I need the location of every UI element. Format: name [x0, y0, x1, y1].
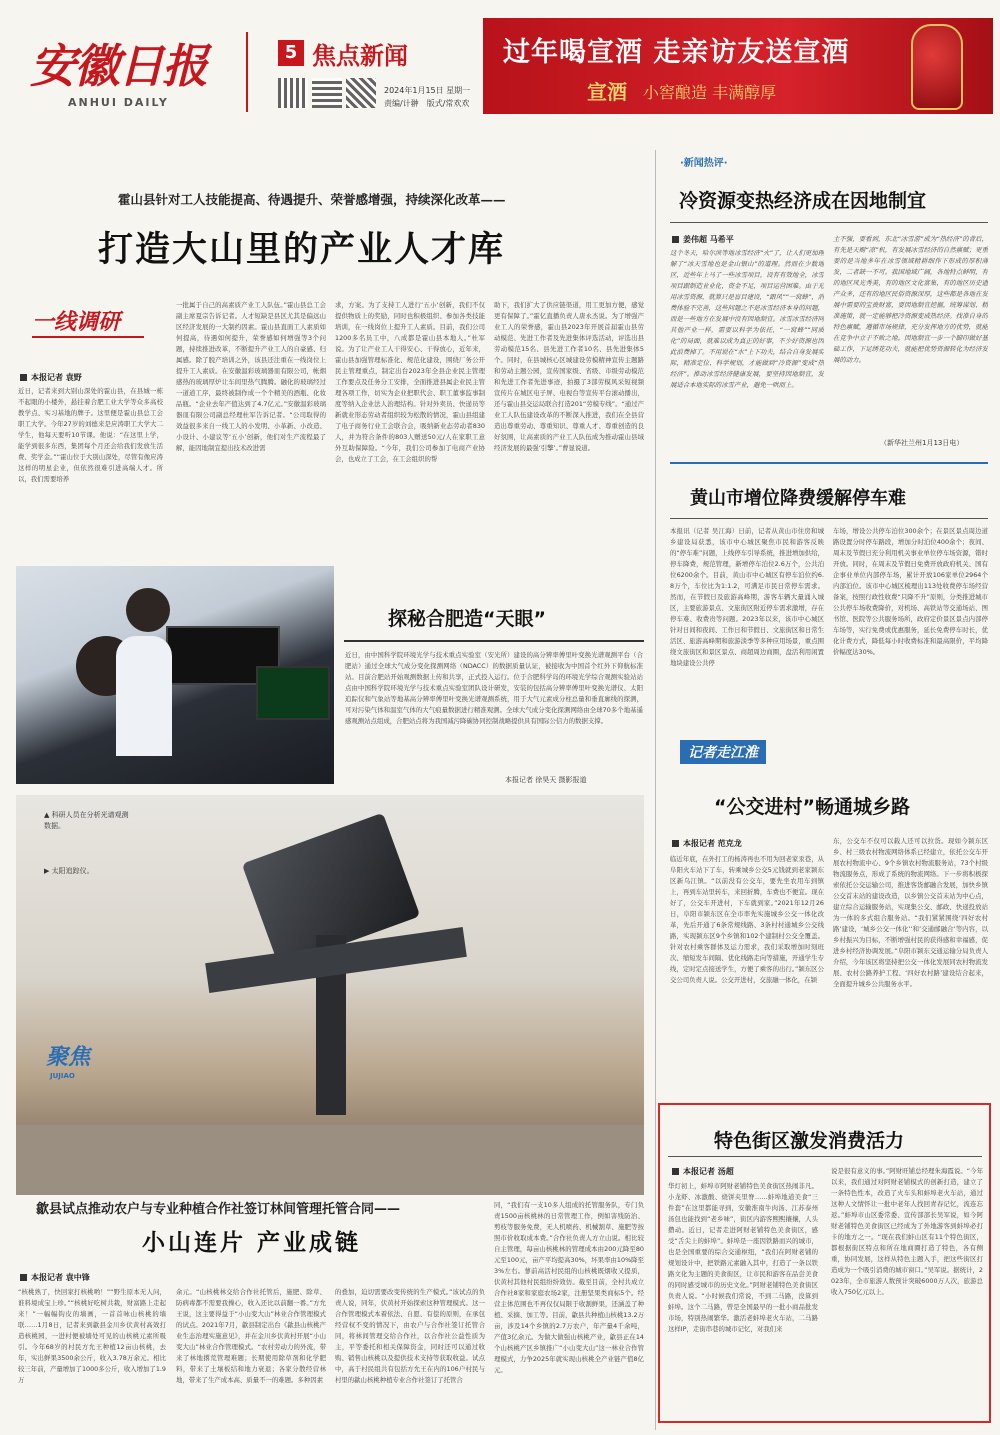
newspaper-logo-en: ANHUI DAILY — [68, 96, 169, 109]
newspaper-logo: 安徽日报 — [30, 39, 206, 93]
street-column-1: 华灯初上，蚌埠市阿财老铺特色美食街区热闹非凡。小龙虾、冰激酸、烧饼夹里脊……蚌埠地道美食“三件套”在这里都能寻到，安徽淮南牛肉汤、江苏泰州汤包也能找到“老乡味”，街区内游客熙熙攘攘，人头攒动。近日，记者走进阿财老铺特色美食街区，感受“舌尖上的蚌埠”。蚌埠是一座因铁路而兴的城市，也是全国重要的综合交通枢纽，“我们在阿财老铺的规划设计中，把铁路元素融入其中，打造了一条以铁路文化为主题的美食街区，让市民和游客在品尝美食的同时感受城市的历史文化。”阿财老铺特色美食街区负责人说。“小时候我们常说，不到二马路，没算到蚌埠。这个二马路，曾是全国最早的一批小商品批发市场，特别热闹繁华。激活老蚌埠老火车站，二马路这样IP，走街串巷的城市记忆，对我们来 — [668, 1182, 818, 1333]
liquor-bottle-icon — [911, 24, 963, 110]
shexian-column-2: 余元。“山核桃林交给合作社托管后，施肥、除草、防病毒都不需要我操心，收入还比以前翻一番。”方允王说，这主要得益于“小山变大山”林业合作管理模式的试点。2021年7月，歙县制定出台《歙县山核桃产业生态治理实施意见》，并在金川乡伏黄村开展“小山变大山”林业合作管理模式。“农村劳动力的外流，带来了林地撂荒管理难题；长期使用除草剂和化学肥料，带来了土壤板结和地力衰退；各家分散经营林地，带来了生产成本高、质量不一的难题。多种因素 — [176, 1288, 326, 1384]
hefei-headline: 探秘合肥造“天眼” — [388, 608, 546, 630]
liquor-ad-banner[interactable] — [483, 18, 993, 114]
qr-code-icon — [278, 78, 308, 108]
ad-headline: 过年喝宣酒 走亲访友送宣酒 — [503, 37, 850, 68]
masthead-divider — [246, 32, 248, 112]
solar-tracker-photo — [16, 795, 644, 1195]
page-number: 5 — [278, 40, 304, 66]
commentary-rule — [670, 222, 988, 223]
photo-caption-2: ▶ 太阳追踪仪。 — [44, 867, 94, 875]
lab-researchers-photo — [16, 566, 334, 784]
bus-headline: “公交进村”畅通城乡路 — [714, 796, 910, 818]
section-title: 焦点新闻 — [312, 41, 408, 70]
lead-column-4: 助下，我们扩大了供应链渠道，用工更加方便，感觉更有保障了。”霍亿直播负责人唐永杰说。为了增强产业工人的荣誉感，霍山县2023年开展首届霍山县劳动模范、先进工作者及先进集体评选活动，评选出县劳动模范15名、县先进工作者10名、县先进集体5个。同时，在县城核心区城建设劳模精神宣传主题路和劳动主题公园，宣传国家级、省级、市级劳动模范和先进工作者先进事迹，拍摄了3部劳模风采短视频宣传片在城区电子屏、电视台等宣传平台滚动播出，还与霍山县交运局联合打造201“劳模专线”。“通过产业工人队伍建设改革的不断深入推进，我们在全县营造出尊重劳动、尊重知识、尊重人才、尊重创造的良好氛围，让高素质的产业工人队伍成为推动霍山县域经济发展的最强‘引擎’。”曹显说道。 — [494, 301, 644, 452]
lead-column-2: 一批属于自己的高素质产业工人队伍。”霍山县总工会副主席夏宗告诉记者。人才短缺是县区尤其是偏远山区经济发展的一大制约因素。霍山县直面工人素质如何提高，待遇如何提升，荣誉感如何增强等3个问题，持续推进改革，不断提升产业工人的自豪感、归属感。除了脱产培训之外，该县还注重在一线岗位上提升工人素质。在安徽温彩玻璃器皿有限公司，帐烟感热的玻璃厚炉让车间里热气腾腾。融化的玻璃经过一道道工序，最终被制作成一个个精美的酒瓶、化妆品瓶。“企业去年产值达到了4.7亿元。”安徽温彩玻璃器皿有限公司副总经理杜军告诉记者。“公司取得的效益很多来自一线工人的小发明、小革新、小改造、小设计、小建议等‘五小’创新，他们对生产流程最了解，能因地制宜提出技术改进需 — [176, 301, 326, 452]
qr-code-icon — [312, 78, 342, 108]
ad-brand: 宣酒 — [587, 80, 627, 104]
qr-code-icon — [346, 78, 376, 108]
huangshan-column-1: 本报讯（记者 吴江海）日前，记者从黄山市住房和城乡建设局获悉，该市中心城区聚焦市民和游客反映的“停车难”问题，上线停车引导系统，推进增加供给，停车降费，规范管理，新增停车泊位2.6万个，公共泊位6200余个。目前，黄山市中心城区有停车泊位约6.8万个，车位比为1:1.2，可满足市民日常停车需求。然而，在节假日及旅游高峰期，游客车辆大量涌入城区，主要旅游景点、文旅街区附近停车需求激增，存在停车难、收费贵等问题。2023年以来，该市中心城区针对日间和夜间、工作日和节假日、文旅街区和日常生活区、旅游高峰期和旅游淡季等多种应用场景，重点围绕文旅街区和景区景点、商超周边商圈，盘活利用闲置地块建设公共停 — [670, 527, 824, 667]
shexian-column-1: “核桃熟了，快回家打核桃哟！”“野生原本无人问，谁料境成宝上珍。”“核桃好吃树共栽，财富路上走起来！”一幅幅钩皮的墙画，一首首咏山核桃的墙联……1月8日，记者来到歙县金川乡伏黄村高效打造核桃园，一进村便被墙处可见的山核桃元素所吸引。今年68岁的村民方允王种植12亩山核桃，去年，实出鲜果3500余公斤，收入3.78万余元。相比较三年前，产量增加了1000多公斤，收入增加了1.9万 — [18, 1288, 166, 1384]
column-tag-underline — [32, 336, 144, 338]
street-byline: 本报记者 汤超 — [672, 1166, 734, 1177]
lead-column-1: 近日，记者来到大别山深处的霍山县，在县城一栋不起眼的小楼外，悬挂着合肥工业大学等众多高校教学点、实习基地的牌子。这里便是霍山县总工会职工大学。今年27岁的刘德来是应涛职工大学大二学生，他每天要听10节课。他说：“在这里上学，能学到很多东西，集团每个月还会给我们发放生活费、奖学金。”“霍山位于大别山深处，尽管有像应涛这样的明星企业，但依然很难引进高端人才。所以，我们需要培养 — [18, 387, 163, 483]
shexian-kicker: 歙县试点推动农户与专业种植合作社签订林间管理托管合同—— — [36, 1202, 401, 1217]
huangshan-column-2: 车场，增设公共停车泊位300余个；在景区景点周边道路设置分时停车路段，增加分时泊位400余个；夜间、周末及节假日充分利用机关事业单位停车场资源，错时开放。同时，在周末及节假日免费开放政府机关、国有企事业单位内部停车场，累计开放106家单位2964个内部泊位。该市中心城区梳理出113处收费停车场经营备案，按照行政性收费“只降不升”原则，分类推进城市公共停车场收费降价，对机场、高铁站等交通场站、图书馆、医院等公共服务场所，政府定价景区景点内部停车场等，实行免费或优惠服务，延长免费停车时长，优化计费方式，降低每小时收费标准和最高限价，平均降价幅度达30%。 — [833, 527, 988, 656]
huangshan-headline: 黄山市增位降费缓解停车难 — [690, 488, 906, 509]
hefei-body: 近日，由中国科学院环境光学与技术重点实验室（安光所）建设的高分辨率傅里叶变换光谱观测平台（合肥站）通过全球大气成分变化探测网络（NDACC）的数据质量认证，被接收为中国首个红外下仰航标准站。目前合肥站开始观测数据上传和共享，正式投入运行。位于合肥科学岛的环境光学综合观测实验站站点由中国科学院环境光学与技术重点实验室团队设计研发，安装的包括高分辨率傅里叶变换光谱仪、太阳追踪仪和气象站等地基高分辨率傅里叶变换光谱观测系统，用于大气元素成分柱总量和垂直廓线的探测，可对污染气体和温室气体的大气痕量数据进行精准观测。全球大气成分变化探测网络由全球70多个地基遥感观测站点组成，合肥站点将为我国减污降碳协同控制战略提供具有国际公信力的数据支撑。 — [345, 651, 643, 725]
commentary-column-2: 主不强，要看到，东北“冰雪游”成为“热经济”的背后，有先是天赐“凉”机，有发展冰雪经济的自然禀赋；更重要的是当地多年在冰雪领域精耕细作下形成的厚积薄发，二者缺一不可。我国地域广阔，各地特点鲜明，有的地区风光秀美，有的地区文化富集，有的地区历史遗产众多，还有的地区民俗资源深厚，这些都是各地在发展中需要的宝贵财富，要因地制宜挖掘，统筹谋划、精准施策，就一定能够把冷资源变成热经济。找准自身的特色禀赋，遵循市场规律，充分发挥地方的优势，就能在竞争中立于不败之地。因地制宜一步一个脚印做好基础工作，下足绣花功夫，就能把优势资源转化为经济发展的动力。 — [833, 235, 988, 364]
lead-byline: 本报记者 袁野 — [20, 372, 82, 383]
street-headline: 特色街区激发消费活力 — [714, 1130, 905, 1152]
commentary-byline: 姜伟超 马希平 — [672, 234, 734, 245]
column-tag-yixian: 一线调研 — [32, 309, 121, 335]
shexian-column-3: 的叠加，迫切需要改变传统的生产模式。”该试点的负责人说，同年，伏黄村开始探索这种管理模式。这一合作管理模式本着依法、自愿、有偿的原则，在承包经营权不变的情况下，由农户与合作社签订托管合同，将林间管理交给合作社，以合作社公益性质为主，平等委托和相关保障资金，同时还可以通过收购、销售山核桃以及提供技术支持等获取收益。试点中，高于村民组共有包括方允王在内的106户村民与村里的歙山核桃种植专业合作社签订了托管合 — [335, 1288, 485, 1384]
lead-column-3: 求，方案。为了支持工人进行‘五小’创新，我们不仅提供物质上的奖励，同时也积极组织、参加各类技能培训，在一线岗位上提升工人素质。目前，我们公司1200多名员工中，八成都是霍山县本地人。”杜军说。为了让产业工人干得安心、干得放心，近年来，霍山县加强管理标准化、规范化建设，围绕厂务公开民主管理重点，制定出台2023年全县企业民主管理工作要点及任务分工安排，全面推进县属企业民主管理各项工作，切实为企业把职代会、职工董事监事制度等纳入企业法人治理结构。针对外卖员、快递员等新就业形态劳动者组织较为松散的情况，霍山县组建了电子商务行业工会联合会，吸纳新业态劳动者830人，并为符合条件的803人赠送50元/人在家职工意外互助保障险。“今年，我们公司参加了电商产业协会，也成立了工会，在工会组织的帮 — [335, 301, 485, 463]
bus-column-1: 临近年底，在外打工的杨涛再也不用为回老家汞巷，从阜阳火车站下了车，转乘城乡公交5元钱就到老家颍东区新乌江镇。“以前没有公交车，要先坐农用车到镇上，再到车站里转车，来回折腾，车费也不便宜。现在好了，公交车开进村，下车就到家。”2021年12月26日，阜阳市颍东区在全市率先实施城乡公交一体化改革，先后开通了6条常规线路、3条村村通城乡公交线路，实现颍东区9个乡镇和102个建制村公交全覆盖。针对农村乘客群体及运力需求，我们采取增加时刻班次、缩短发车间隔、优化线路走向等措施，开通学生专线，定时定点接送学生，方便了乘客的出行。”颍东区公交公司负责人说。公交开进村，交旅融一体化，在颍 — [670, 855, 824, 984]
hefei-photo-credit: 本报记者 徐昊天 摄影报道 — [505, 776, 587, 784]
bus-column-2: 东，公交车不仅可以载人还可以拉货。现如今颍东区乡、村三级农村物流网络体系已经建立，依托公交车开展农村物流中心、9个乡镇农村物流服务站，73个村级物流服务点，形成了系统的物流网络。下一步将积极探索依托公交运输公司，推进客货邮融合发展，加快乡镇公交首末站的建设改造，以乡镇公交首末站为中心点，建立综合运输服务站，实现集公交、邮政、快递投放站为一体的多式组合服务站。“我们紧紧围绕‘四好农村路’建设，‘城乡公交一体化’‘和’交通邮融合’等内容，以乡村振兴为目标，不断增强村民的获得感和幸福感，促进乡村经济协调发展。”阜阳市颍东交通运输分局负责人介绍，今年该区将坚持把公交一体化发展同农村物流发展、农村公路养护工程、‘四好农村路’建设结合起来，全面提升城乡公共服务水平。 — [833, 837, 988, 988]
lead-kicker: 霍山县针对工人技能提高、待遇提升、荣誉感增强，持续深化改革—— — [118, 192, 506, 207]
commentary-headline: 冷资源变热经济成在因地制宜 — [679, 190, 927, 212]
photo-caption-1: ▲ 科研人员在分析光谱观测数据。 — [44, 811, 129, 830]
issue-date: 2024年1月15日 星期一 — [384, 86, 471, 95]
shexian-headline: 小山连片 产业成链 — [142, 1230, 362, 1256]
column-divider — [655, 150, 656, 1430]
jujiao-tag-en: JUJIAO — [50, 1072, 75, 1080]
huangshan-rule — [670, 518, 988, 519]
editors-line: 责编/计翀 版式/常欢欢 — [384, 99, 470, 108]
hefei-title-rule — [344, 640, 644, 642]
lead-headline: 打造大山里的产业人才库 — [98, 230, 506, 270]
commentary-tag: ·新闻热评· — [680, 158, 728, 169]
commentary-column-1: 这个冬天，哈尔滨等地冰雪经济“火”了，让人们更加理解了“冰天雪地也是金山银山”的道理。然而在少数地区，近些年上马了一些冰雪项目，设有有效地全，冰雪项目跟制造业业化，资金不足，项目运营困难。由于光用冰雪资源，就算只是盲目建设，“跟风”“一窝蜂”，消费体验不完善，这些问题之不是冰雪经济本身的问题，而是一些地方在发展中没有因地制宜。冰雪冰雪经济同其他产业一样，需要以科学为依托，“一窝蜂”“同质化”的局面，就难以成为真正的好事，不少好资源也因此浪费掉了。不用说在“水”上下功夫，结合自身发展实际，精准定位、科学规划，才能做到“冷资源”变成“热经济”。推动冰雪经济健康发展，要坚持因地制宜，发展适合本地实际的冰雪产业，避免一哄而上。 — [670, 249, 824, 389]
jijiang-tag: 记者走江淮 — [680, 740, 766, 764]
jujiao-tag: 聚焦 — [46, 1044, 91, 1070]
ad-slogan: 小窖酿造 丰满醇厚 — [643, 83, 777, 102]
huangshan-top-rule — [670, 462, 988, 464]
street-rule — [668, 1156, 982, 1157]
shexian-byline: 本报记者 袁中锋 — [20, 1272, 90, 1283]
shexian-column-4: 同，“我们有一支10多人组成的托管服务队，专门负责1500亩核桃林的日常管理工作，例如害残防治、剪枝等服务免费，无人机喷药、机械割草、施肥等按照市价收取成本费。”合作社负责人方立山说。相比较自主管理，每亩山核桃林的管理成本由200元降至80元至100元，亩产平均提高30%，坏果率由10%降至3%左右。蓼前高活村民组的山核桃既烟收又提质，伏黄村其他村民组纷纷效仿。截至目前，全村共成立合作社8家和家庭农场2家，注册坚果类商标5个。经营主体范围也不再仅仅局限于收割鲜果，还涵盖了种植、采摘、加工等。目前，歙县共种植山核桃13.2万亩，涉及14个乡镇的2.7万农户，年产量4千余吨，产值3亿余元。为做大做强山核桃产业，歙县正在14个山核桃产区乡镇推广“小山变大山”这一林业合作管理模式，力争2025年就实现山核桃全产业链产值8亿元。 — [494, 1201, 644, 1374]
commentary-credit: （新华社兰州1月13日电） — [880, 439, 964, 447]
masthead — [0, 0, 1000, 125]
bus-byline: 本报记者 范克龙 — [672, 838, 742, 849]
street-column-2: 说是很有意义的事。”阿财旺铺总经理朱海霞说。“今年以来，我们通过对阿财老铺模式的创新打造，建立了一条特色性本，改造了火车头和蚌埠老火车站，通过这种人文情怀让一批中老年人找回青春记忆，流连忘返。”蚌埠市山区委常委、宣传部部长吴军说，如今阿财老铺特色美食街区已经成为了外地游客到蚌埠必打卡的地方之一。“现在我们蚌山区有11个特色街区，都根据街区特点和所在地商圈打造了特色，各有侧重，协同发展，这样从特色主题入手，把这些街区打造成为一个吸引消费的城市窗口。”吴军说。据统计，2023年，全市旅游人数预计突破6000万人次，旅游总收入750亿元以上。 — [831, 1167, 983, 1296]
